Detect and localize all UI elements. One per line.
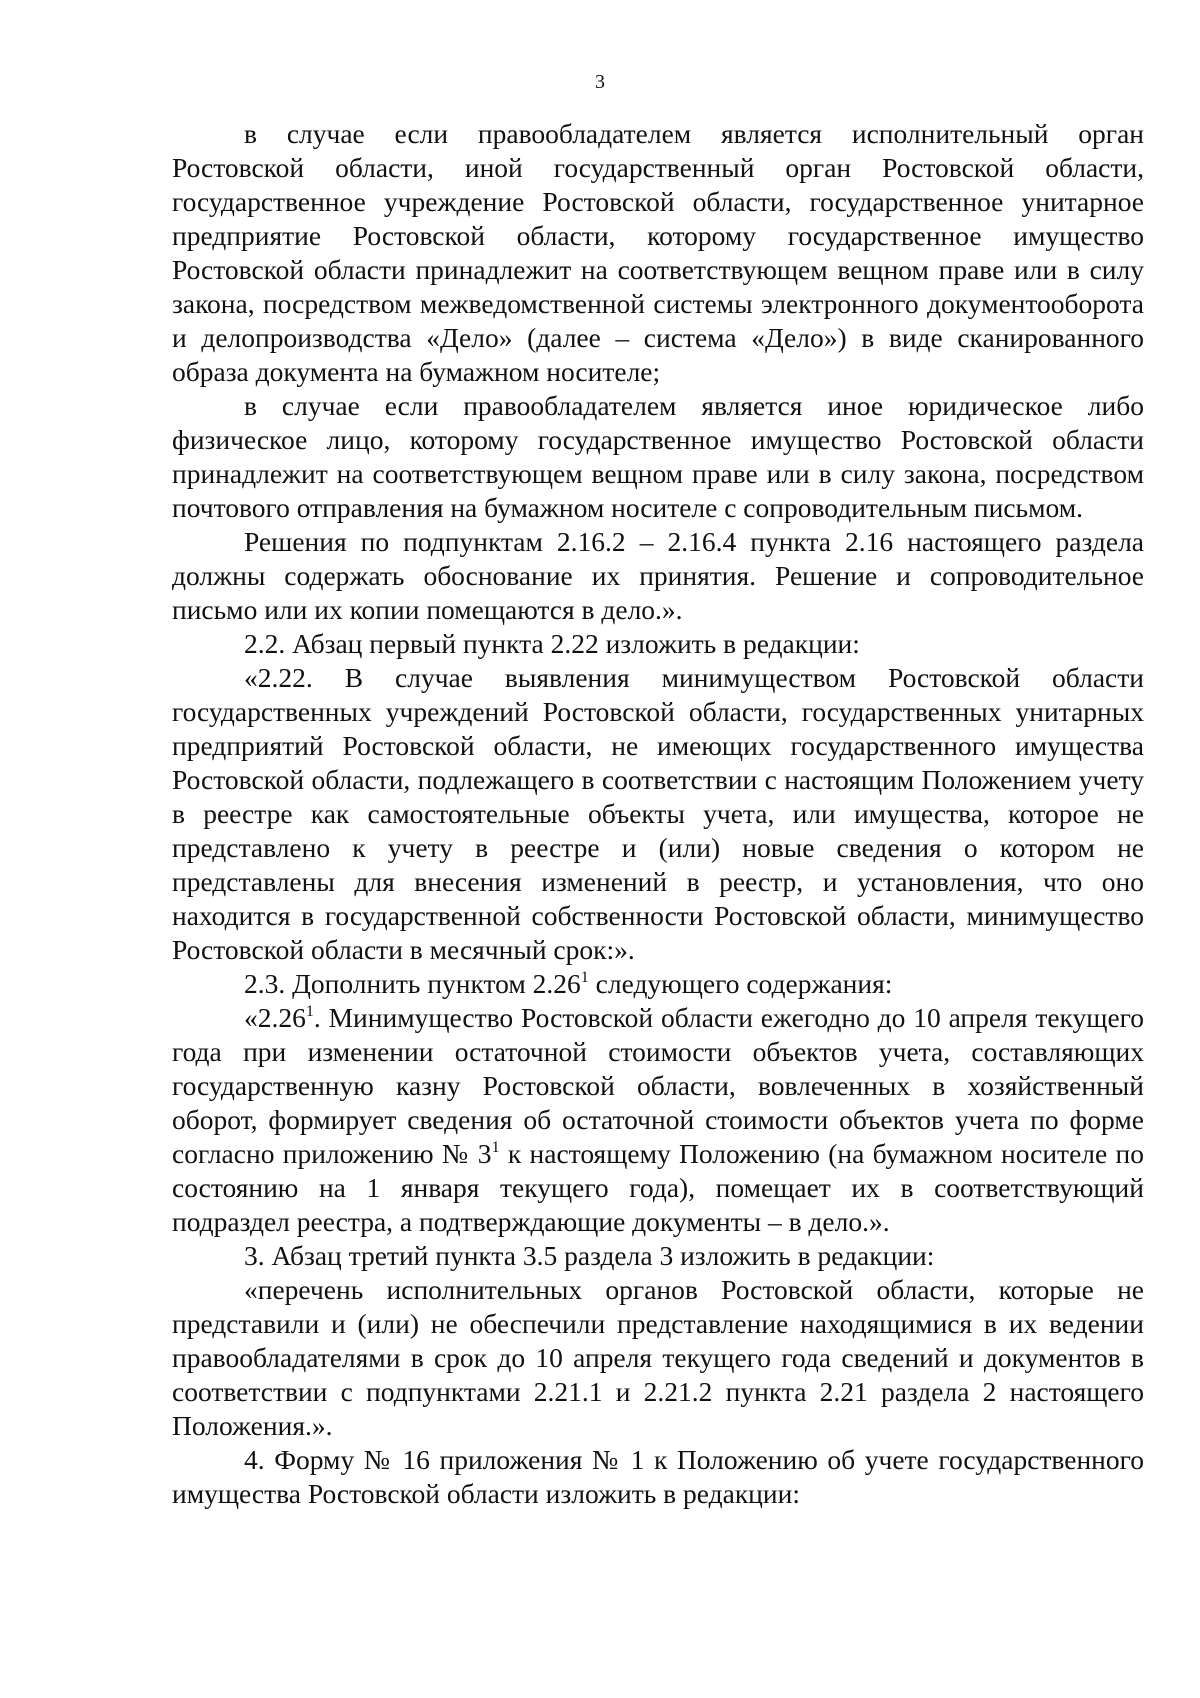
document-body	[172, 117, 1144, 1511]
paragraph-item-2-22	[172, 661, 1144, 967]
page-number: 3	[595, 71, 605, 93]
paragraph-list-of-organs	[172, 1273, 1144, 1443]
paragraph-text: 2.3. Дополнить пунктом 2.26	[244, 968, 581, 999]
paragraph-item-2-3	[172, 967, 1144, 1001]
paragraph-text: «2.22. В случае выявления минимуществом Ростовской области государственных учреждений Ростовской области, государственных унитарных предприятий Ростовской области, не имеющих государственного имущества Ростовской области, подлежащего в соответствии с настоящим Положением учету в реестре как самостоятельные объекты учета, или имущества, которое не представлено к учету в реестре и (или) новые сведения о котором не представлены для внесения изменений в реестр, и установления, что оно находится в государственной собственности Ростовской области, минимущество Ростовской области в месячный срок:».	[172, 662, 1144, 965]
paragraph-item-3	[172, 1239, 1144, 1273]
paragraph-text: к настоящему Положению (на бумажном носителе по состоянию на 1 января текущего года), помещает их в соответствующий подраздел реестра, а подтверждающие документы – в дело.».	[172, 1138, 1144, 1237]
paragraph-text: . Минимущество Ростовской области ежегодно до 10 апреля текущего года при изменении остаточной стоимости объектов учета, составляющих государственную казну Ростовской области, вовлеченных в хозяйственный оборот, формирует сведения об остаточной стоимости объектов учета по форме согласно приложению № 3	[172, 1002, 1144, 1169]
paragraph-decisions	[172, 525, 1144, 627]
paragraph-item-2-2	[172, 627, 1144, 661]
paragraph-rights-holder-state	[172, 117, 1144, 389]
paragraph-text: следующего содержания:	[588, 968, 893, 999]
paragraph-text: 2.2. Абзац первый пункта 2.22 изложить в редакции:	[244, 628, 860, 659]
paragraph-text: «перечень исполнительных органов Ростовской области, которые не представили и (или) не обеспечили представление находящимися в их ведении правообладателями в срок до 10 апреля текущего года сведений и документов в соответствии с подпунктами 2.21.1 и 2.21.2 пункта 2.21 раздела 2 настоящего Положения.».	[172, 1274, 1144, 1441]
paragraph-item-4	[172, 1443, 1144, 1511]
superscript: 1	[305, 1003, 314, 1020]
paragraph-text: 3. Абзац третий пункта 3.5 раздела 3 изложить в редакции:	[244, 1240, 935, 1271]
paragraph-text: в случае если правообладателем является иное юридическое либо физическое лицо, которому государственное имущество Ростовской области принадлежит на соответствующем вещном праве или в силу закона, посредством почтового отправления на бумажном носителе с сопроводительным письмом.	[172, 390, 1144, 523]
paragraph-text: «2.26	[244, 1002, 306, 1033]
paragraph-text: Решения по подпунктам 2.16.2 – 2.16.4 пункта 2.16 настоящего раздела должны содержать обоснование их принятия. Решение и сопроводительное письмо или их копии помещаются в дело.».	[172, 526, 1144, 625]
paragraph-rights-holder-other	[172, 389, 1144, 525]
superscript: 1	[491, 1139, 500, 1156]
superscript: 1	[580, 969, 589, 986]
paragraph-item-2-26-1	[172, 1001, 1144, 1239]
paragraph-text: в случае если правообладателем является исполнительный орган Ростовской области, иной государственный орган Ростовской области, государственное учреждение Ростовской области, государственное унитарное предприятие Ростовской области, которому государственное имущество Ростовской области принадлежит на соответствующем вещном праве или в силу закона, посредством межведомственной системы электронного документооборота и делопроизводства «Дело» (далее – система «Дело») в виде сканированного образа документа на бумажном носителе;	[172, 118, 1144, 387]
paragraph-text: 4. Форму № 16 приложения № 1 к Положению об учете государственного имущества Ростовской области изложить в редакции:	[172, 1444, 1144, 1509]
